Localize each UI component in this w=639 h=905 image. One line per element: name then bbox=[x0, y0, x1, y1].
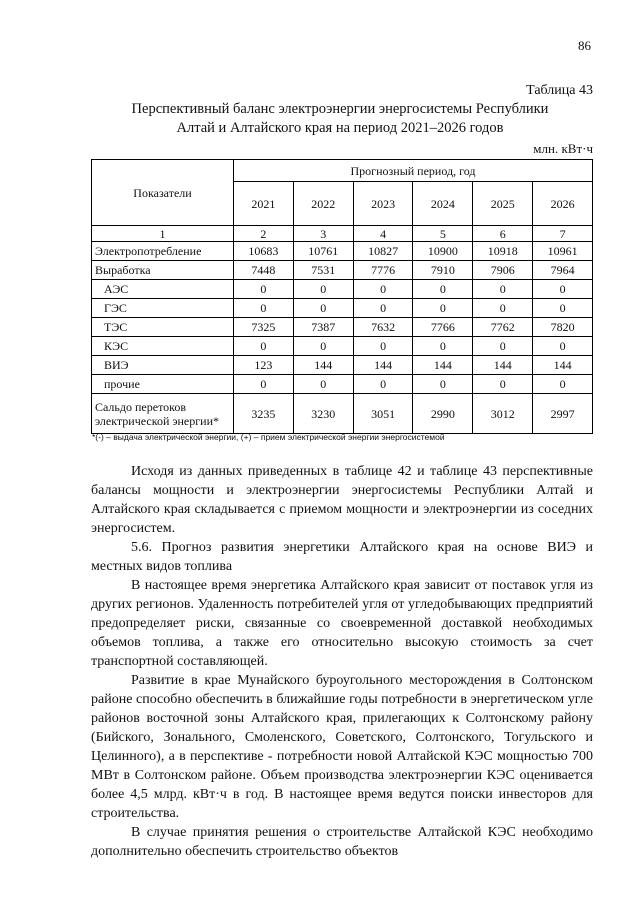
cell-value: 7776 bbox=[353, 261, 413, 280]
table-row-saldo bbox=[92, 394, 593, 434]
saldo-label-line-1: Сальдо перетоков bbox=[95, 399, 187, 414]
row-label: прочие bbox=[92, 375, 234, 394]
cell-value: 0 bbox=[473, 375, 533, 394]
cell-value: 0 bbox=[413, 299, 473, 318]
cell-value: 0 bbox=[293, 280, 353, 299]
cell-value: 0 bbox=[293, 375, 353, 394]
table-row bbox=[92, 356, 593, 375]
cell-value: 7325 bbox=[234, 318, 294, 337]
header-year: 2025 bbox=[473, 182, 533, 226]
cell-value: 0 bbox=[293, 337, 353, 356]
cell-value: 3051 bbox=[353, 394, 413, 434]
cell-value: 10761 bbox=[293, 242, 353, 261]
paragraph-4: В случае принятия решения о строительстве Алтайской КЭС необходимо дополнительно обеспечить строительство объектов bbox=[91, 825, 593, 859]
cell-value: 0 bbox=[533, 375, 593, 394]
cell-value: 0 bbox=[234, 280, 294, 299]
paragraph-2: В настоящее время энергетика Алтайского края зависит от поставок угля из других регионов. Удаленность потребителей угля от угледобывающих предприятий предопределяет риски, связанные со своевременной доставкой необходимых объемов топлива, а также его относительно высокую стоимость за счет транспортной составляющей. bbox=[91, 578, 593, 669]
column-number: 1 bbox=[92, 226, 234, 242]
row-label: ВИЭ bbox=[92, 356, 234, 375]
header-year: 2026 bbox=[533, 182, 593, 226]
header-year: 2021 bbox=[234, 182, 294, 226]
row-label: ТЭС bbox=[92, 318, 234, 337]
cell-value: 0 bbox=[413, 337, 473, 356]
cell-value: 7387 bbox=[293, 318, 353, 337]
table-row bbox=[92, 261, 593, 280]
header-period: Прогнозный период, год bbox=[234, 160, 593, 182]
balance-table bbox=[91, 159, 593, 434]
cell-value: 123 bbox=[234, 356, 294, 375]
cell-value: 0 bbox=[234, 375, 294, 394]
table-row bbox=[92, 280, 593, 299]
cell-value: 2997 bbox=[533, 394, 593, 434]
cell-value: 7448 bbox=[234, 261, 294, 280]
table-title-line-1: Перспективный баланс электроэнергии энергосистемы Республики bbox=[131, 101, 549, 117]
cell-value: 0 bbox=[533, 299, 593, 318]
row-label: ГЭС bbox=[92, 299, 234, 318]
cell-value: 144 bbox=[353, 356, 413, 375]
cell-value: 144 bbox=[293, 356, 353, 375]
header-indicator: Показатели bbox=[92, 160, 234, 226]
row-label: КЭС bbox=[92, 337, 234, 356]
section-heading-5-6: 5.6. Прогноз развития энергетики Алтайского края на основе ВИЭ и местных видов топлива bbox=[91, 540, 593, 574]
cell-value: 10827 bbox=[353, 242, 413, 261]
cell-value: 7766 bbox=[413, 318, 473, 337]
cell-value: 7906 bbox=[473, 261, 533, 280]
cell-value: 0 bbox=[353, 299, 413, 318]
table-footnote: *(-) – выдача электрической энергии, (+) – прием электрической энергии энергосистемой bbox=[92, 432, 445, 442]
body-text bbox=[91, 462, 593, 861]
column-number: 6 bbox=[473, 226, 533, 242]
cell-value: 7820 bbox=[533, 318, 593, 337]
table-row bbox=[92, 299, 593, 318]
cell-value: 7531 bbox=[293, 261, 353, 280]
column-number: 2 bbox=[234, 226, 294, 242]
column-number: 3 bbox=[293, 226, 353, 242]
cell-value: 0 bbox=[293, 299, 353, 318]
cell-value: 0 bbox=[473, 280, 533, 299]
cell-value: 10961 bbox=[533, 242, 593, 261]
cell-value: 0 bbox=[234, 299, 294, 318]
row-label: АЭС bbox=[92, 280, 234, 299]
header-year: 2023 bbox=[353, 182, 413, 226]
cell-value: 10900 bbox=[413, 242, 473, 261]
cell-value: 0 bbox=[413, 280, 473, 299]
header-year: 2024 bbox=[413, 182, 473, 226]
row-label: Электропотребление bbox=[92, 242, 234, 261]
column-number: 5 bbox=[413, 226, 473, 242]
cell-value: 10918 bbox=[473, 242, 533, 261]
table-row bbox=[92, 242, 593, 261]
header-year: 2022 bbox=[293, 182, 353, 226]
table-caption: Таблица 43 bbox=[526, 83, 593, 98]
row-label-saldo bbox=[92, 394, 234, 434]
cell-value: 0 bbox=[353, 280, 413, 299]
row-label: Выработка bbox=[92, 261, 234, 280]
cell-value: 0 bbox=[533, 337, 593, 356]
table-title-line-2: Алтай и Алтайского края на период 2021–2026 годов bbox=[176, 120, 504, 136]
cell-value: 144 bbox=[413, 356, 473, 375]
cell-value: 0 bbox=[533, 280, 593, 299]
cell-value: 0 bbox=[473, 299, 533, 318]
cell-value: 7632 bbox=[353, 318, 413, 337]
cell-value: 3235 bbox=[234, 394, 294, 434]
column-number: 7 bbox=[533, 226, 593, 242]
column-number: 4 bbox=[353, 226, 413, 242]
table-row bbox=[92, 337, 593, 356]
table-unit: млн. кВт·ч bbox=[533, 141, 593, 156]
table-row bbox=[92, 318, 593, 337]
cell-value: 144 bbox=[533, 356, 593, 375]
page-number: 86 bbox=[578, 38, 591, 53]
cell-value: 0 bbox=[473, 337, 533, 356]
cell-value: 144 bbox=[473, 356, 533, 375]
cell-value: 0 bbox=[353, 375, 413, 394]
table-row bbox=[92, 375, 593, 394]
cell-value: 2990 bbox=[413, 394, 473, 434]
cell-value: 0 bbox=[353, 337, 413, 356]
cell-value: 7910 bbox=[413, 261, 473, 280]
cell-value: 7964 bbox=[533, 261, 593, 280]
cell-value: 0 bbox=[413, 375, 473, 394]
saldo-label-line-2: электрической энергии* bbox=[95, 413, 220, 428]
table-title bbox=[90, 100, 590, 138]
paragraph-3: Развитие в крае Мунайского буроугольного месторождения в Солтонском районе способно обеспечить в ближайшие годы потребности в энергетическом угле районов восточной зоны Алтайского края, прилегающих к Солтонскому району (Бийского, Зонального, Смоленского, Советского, Солтонского, Тогульского и Целинного), а в перспективе - потребности новой Алтайской КЭС мощностью 700 МВт в Солтонском районе. Объем производства электроэнергии КЭС оценивается более 4,5 млрд. кВт·ч в год. В настоящее время ведутся поиски инвесторов для строительства. bbox=[91, 673, 593, 821]
cell-value: 10683 bbox=[234, 242, 294, 261]
cell-value: 3012 bbox=[473, 394, 533, 434]
paragraph-1: Исходя из данных приведенных в таблице 42 и таблице 43 перспективные балансы мощности и электроэнергии энергосистемы Республики Алтай и Алтайского края складывается с приемом мощности и электроэнергии из соседних энергосистем. bbox=[91, 464, 593, 536]
cell-value: 0 bbox=[234, 337, 294, 356]
cell-value: 7762 bbox=[473, 318, 533, 337]
cell-value: 3230 bbox=[293, 394, 353, 434]
